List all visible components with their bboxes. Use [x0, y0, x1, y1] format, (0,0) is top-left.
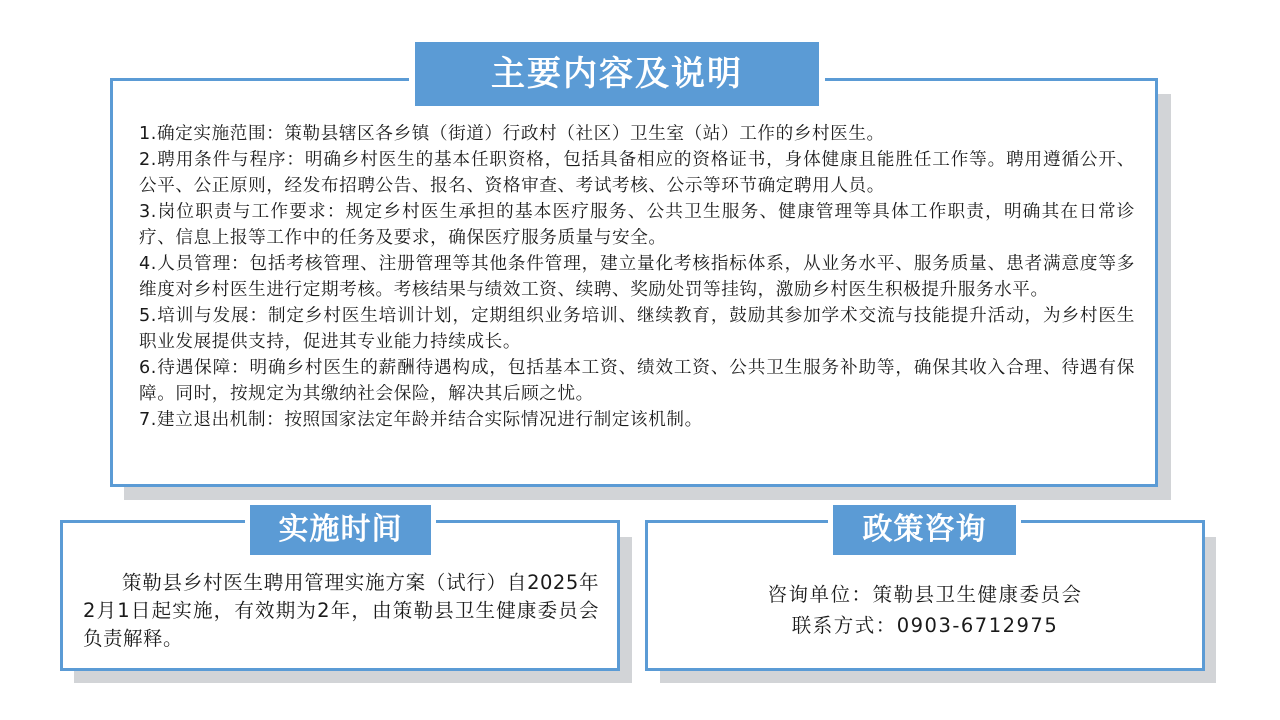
content-item-1: 1.确定实施范围：策勒县辖区各乡镇（街道）行政村（社区）卫生室（站）工作的乡村医生。 [139, 124, 885, 144]
content-item-3: 3.岗位职责与工作要求：规定乡村医生承担的基本医疗服务、公共卫生服务、健康管理等具体工作职责，明确其在日常诊疗、信息上报等工作中的任务及要求，确保医疗服务质量与安全。 [139, 202, 1135, 248]
main-content-list [139, 121, 1135, 433]
content-item-7: 7.建立退出机制：按照国家法定年龄并结合实际情况进行制定该机制。 [139, 410, 703, 430]
consultation-contact: 联系方式：0903-6712975 [791, 614, 1059, 637]
main-content-box [110, 78, 1158, 487]
consultation-section-title: 政策咨询 [828, 505, 1021, 555]
content-item-2: 2.聘用条件与程序：明确乡村医生的基本任职资格，包括具备相应的资格证书，身体健康且能胜任工作等。聘用遵循公开、公平、公正原则，经发布招聘公告、报名、资格审查、考试考核、公示等环节确定聘用人员。 [139, 150, 1135, 196]
implementation-text: 策勒县乡村医生聘用管理实施方案（试行）自2025年2月1日起实施，有效期为2年，由策勒县卫生健康委员会负责解释。 [83, 571, 599, 650]
content-item-5: 5.培训与发展：制定乡村医生培训计划，定期组织业务培训、继续教育，鼓励其参加学术交流与技能提升活动，为乡村医生职业发展提供支持，促进其专业能力持续成长。 [139, 306, 1135, 352]
consultation-unit: 咨询单位：策勒县卫生健康委员会 [767, 583, 1083, 606]
content-item-6: 6.待遇保障：明确乡村医生的薪酬待遇构成，包括基本工资、绩效工资、公共卫生服务补助等，确保其收入合理、待遇有保障。同时，按规定为其缴纳社会保险，解决其后顾之忧。 [139, 358, 1135, 404]
content-item-4: 4.人员管理：包括考核管理、注册管理等其他条件管理，建立量化考核指标体系，从业务水平、服务质量、患者满意度等多维度对乡村医生进行定期考核。考核结果与绩效工资、续聘、奖励处罚等挂钩，激励乡村医生积极提升服务水平。 [139, 254, 1135, 300]
consultation-info [648, 579, 1202, 641]
implementation-section-title: 实施时间 [245, 505, 436, 555]
main-section-title: 主要内容及说明 [409, 42, 825, 106]
